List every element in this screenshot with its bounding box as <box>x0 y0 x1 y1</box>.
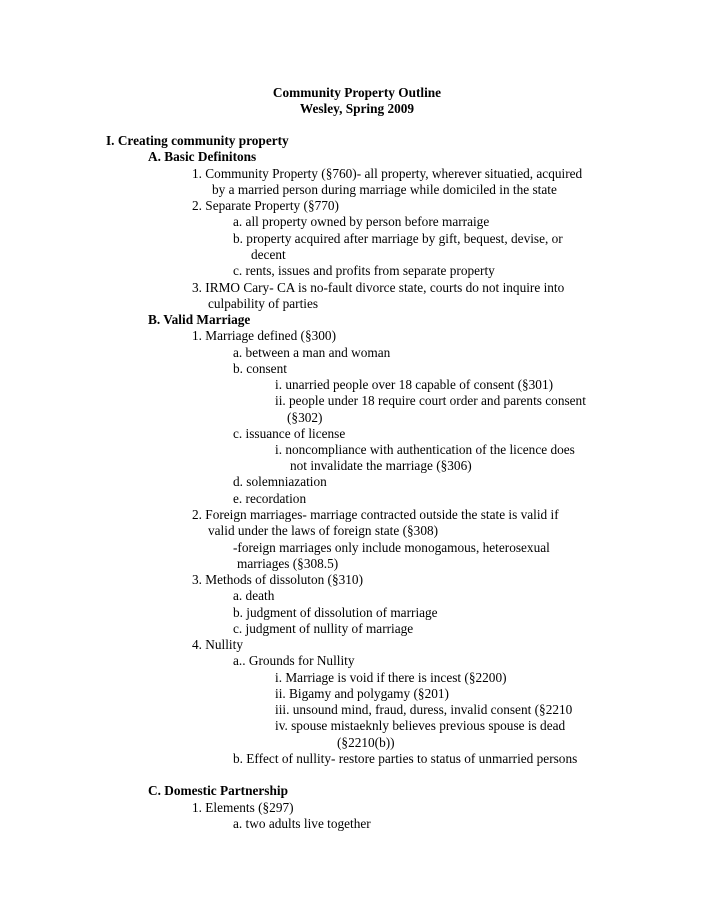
outline-line: iv. spouse mistaeknly believes previous spouse is dead <box>275 718 566 733</box>
outline-line: decent <box>251 247 286 262</box>
outline-line: (§302) <box>287 410 323 425</box>
outline-line: 3. Methods of dissoluton (§310) <box>192 572 364 587</box>
outline-line: c. issuance of license <box>233 426 346 441</box>
outline-line: 4. Nullity <box>192 637 243 652</box>
outline-line: b. property acquired after marriage by gift, bequest, devise, or <box>233 231 563 246</box>
outline-line: c. judgment of nullity of marriage <box>233 621 414 636</box>
outline-line: valid under the laws of foreign state (§308) <box>208 523 439 538</box>
outline-line: a. all property owned by person before marraige <box>233 214 490 229</box>
outline-line: iii. unsound mind, fraud, duress, invalid consent (§2210 <box>275 702 573 717</box>
outline-line: not invalidate the marriage (§306) <box>290 458 472 473</box>
document-subtitle: Wesley, Spring 2009 <box>299 101 415 116</box>
outline-line: 2. Foreign marriages- marriage contracted outside the state is valid if <box>192 507 559 522</box>
outline-line: -foreign marriages only include monogamous, heterosexual <box>233 540 550 555</box>
outline-line: c. rents, issues and profits from separate property <box>233 263 495 278</box>
outline-heading: B. Valid Marriage <box>148 312 251 327</box>
outline-line: ii. people under 18 require court order and parents consent <box>275 393 586 408</box>
outline-line: b. judgment of dissolution of marriage <box>233 605 438 620</box>
outline-line: ii. Bigamy and polygamy (§201) <box>275 686 449 701</box>
outline-line: marriages (§308.5) <box>237 556 339 571</box>
outline-line: d. solemniazation <box>233 474 327 489</box>
outline-line: i. noncompliance with authentication of the licence does <box>275 442 575 457</box>
outline-line: 1. Community Property (§760)- all property, wherever situatied, acquired <box>192 166 583 181</box>
outline-line: 1. Elements (§297) <box>192 800 294 815</box>
outline-line: 3. IRMO Cary- CA is no-fault divorce state, courts do not inquire into <box>192 280 565 295</box>
outline-heading: A. Basic Definitons <box>148 149 257 164</box>
outline-line: (§2210(b)) <box>337 735 395 750</box>
outline-line: a. death <box>233 588 275 603</box>
outline-line: by a married person during marriage while domiciled in the state <box>212 182 557 197</box>
outline-line: 1. Marriage defined (§300) <box>192 328 336 343</box>
outline-line: b. Effect of nullity- restore parties to status of unmarried persons <box>233 751 578 766</box>
outline-line: i. Marriage is void if there is incest (§2200) <box>275 670 507 685</box>
outline-line: i. unarried people over 18 capable of consent (§301) <box>275 377 554 392</box>
outline-line: 2. Separate Property (§770) <box>192 198 339 213</box>
outline-line: e. recordation <box>233 491 307 506</box>
outline-line: a. two adults live together <box>233 816 371 831</box>
document-title: Community Property Outline <box>272 85 442 100</box>
outline-line: a. between a man and woman <box>233 345 391 360</box>
outline-line: culpability of parties <box>208 296 319 311</box>
outline-heading: I. Creating community property <box>106 133 289 148</box>
outline-line: a.. Grounds for Nullity <box>233 653 355 668</box>
outline-line: b. consent <box>233 361 287 376</box>
outline-heading: C. Domestic Partnership <box>148 783 288 798</box>
